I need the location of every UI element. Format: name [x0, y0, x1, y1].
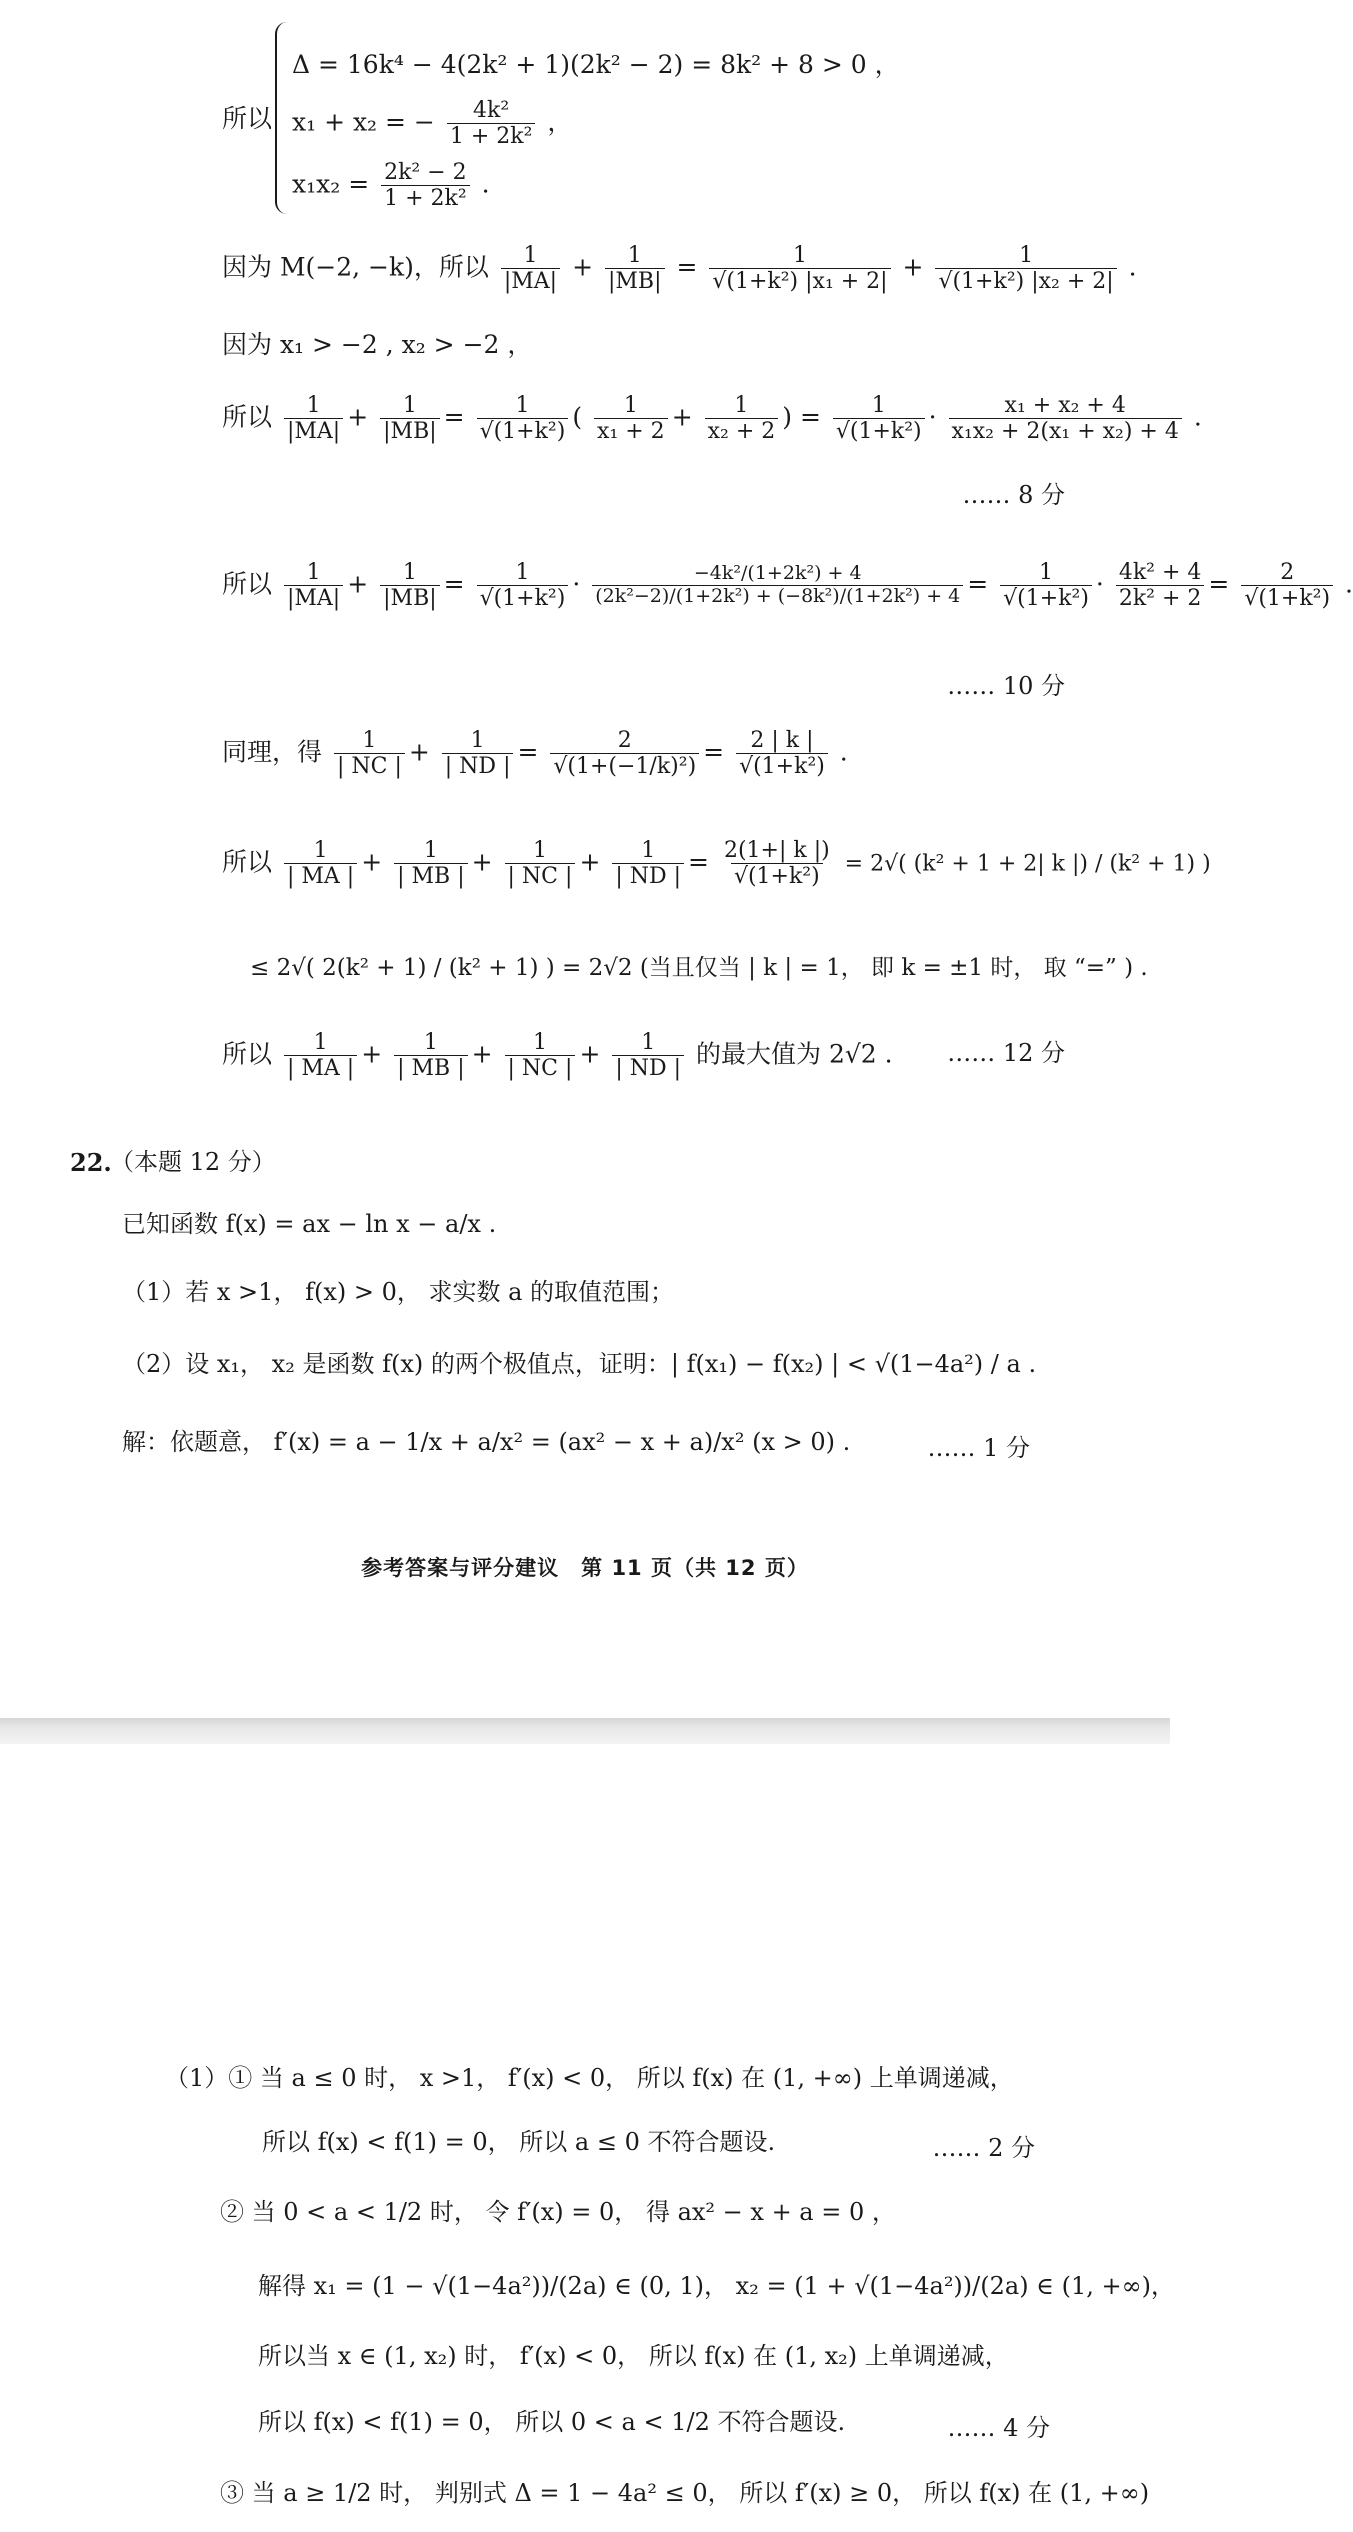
score-1: …… 1 分: [927, 1434, 1030, 1462]
page-footer: 参考答案与评分建议 第 11 页（共 12 页）: [361, 1556, 809, 1580]
line-prefix: 所以: [222, 402, 273, 432]
system-line-3: [292, 160, 490, 212]
line-tail: = 2√( (k² + 1 + 2| k |) / (k² + 1) ): [844, 851, 1211, 877]
frac-ma: [284, 560, 343, 612]
frac-mb: [605, 243, 665, 295]
frac-num: 2: [617, 728, 632, 753]
plus-sign: +: [572, 252, 594, 282]
case-2-roots: 解得 x₁ = (1 − √(1−4a²))/(2a) ∈ (0, 1)， x₂ = (1 + √(1−4a²))/(2a) ∈ (1, +∞)，: [258, 2272, 1175, 2300]
frac-den: 1 + 2k²: [381, 185, 470, 211]
frac-num: 4k² + 4: [1118, 560, 1202, 585]
frac-sqrt: [477, 393, 569, 445]
page-separator: [0, 1718, 1170, 1744]
frac-num: 1: [362, 728, 377, 753]
system-line-2-left: x₁ + x₂ = −: [292, 107, 435, 137]
frac-num: 2: [1280, 560, 1295, 585]
document-page-12: [0, 1744, 1175, 2532]
frac-num: 1: [470, 728, 485, 753]
question-22-points: （本题 12 分）: [110, 1148, 276, 1176]
frac-num: 2(1+| k |): [723, 838, 830, 863]
frac-den: √(1+k²): [833, 418, 925, 444]
frac-nc: [505, 1030, 576, 1082]
frac-compound: [592, 563, 963, 608]
frac-x2: [935, 243, 1116, 295]
frac-den: √(1+k²): [477, 585, 569, 611]
system-line-3-left: x₁x₂ =: [292, 169, 370, 199]
frac-vieta: [949, 393, 1182, 445]
frac-num: 1: [515, 560, 530, 585]
frac-num: 1: [423, 1030, 438, 1055]
line-tail: .: [839, 737, 848, 767]
frac-num: 1: [1019, 243, 1034, 268]
frac-den: | MB |: [394, 1055, 468, 1081]
frac-sqrt: [833, 393, 925, 445]
frac-den: | MB |: [394, 863, 468, 889]
frac-simplified: [1116, 560, 1205, 612]
line-total: 所以 $\frac{1}{| MA |}$ + $\frac{1}{| MB |}$ + $\frac{1}{| NC |}$ + $\frac{1}{| ND |}$ = $\frac{2(1+| k |)}{\text{√(1+k²)}}$ = 2√( (k² + 1 + 2| k |) / (k² + 1) ): [222, 838, 1211, 890]
line-maximum: 所以 $\frac{1}{| MA |}$ + $\frac{1}{| MB |}$ + $\frac{1}{| NC |}$ + $\frac{1}{| ND |}$ 的最大值为 2√2 .: [222, 1030, 893, 1082]
frac-num: 1: [306, 560, 321, 585]
score-12: …… 12 分: [947, 1039, 1065, 1067]
frac-den: 1 + 2k²: [447, 123, 536, 149]
frac-num: 1: [532, 838, 547, 863]
frac-num: 1: [402, 393, 417, 418]
frac-mb: [380, 560, 440, 612]
frac-den: |MA|: [501, 268, 560, 294]
frac-nd: [612, 838, 684, 890]
frac-mb: [394, 838, 468, 890]
frac-den: |MB|: [605, 268, 665, 294]
plus-sign: +: [902, 252, 924, 282]
frac-x1: [594, 393, 668, 445]
frac-den: (2k²−2)/(1+2k²) + (−8k²)/(1+2k²) + 4: [592, 585, 963, 608]
frac-den: √(1+(−1/k)²): [550, 753, 699, 779]
frac-den: |MA|: [284, 418, 343, 444]
frac-x2: [705, 393, 779, 445]
frac-num: 1: [641, 838, 656, 863]
system-brace: [275, 22, 291, 214]
line-similarly: 同理，得 $\frac{1}{| NC |}$ + $\frac{1}{| ND |}$ = $\frac{2}{\text{√(1+(−1/k)²)}}$ = $\frac{2 | k |}{\text{√(1+k²)}}$ .: [222, 728, 848, 780]
line-tail: 的最大值为 2√2 .: [696, 1039, 893, 1069]
score-2: …… 2 分: [932, 2134, 1035, 2162]
frac-x1: [709, 243, 890, 295]
line-tail: .: [1128, 252, 1137, 282]
equals-sign: =: [676, 252, 698, 282]
frac-slope: [550, 728, 699, 780]
frac-num: 2 | k |: [750, 728, 814, 753]
frac-nd: [612, 1030, 684, 1082]
line-inequality: ≤ 2√( 2(k² + 1) / (k² + 1) ) = 2√2 (当且仅当 | k | = 1， 即 k = ±1 时， 取 “=” ) .: [250, 955, 1148, 981]
frac-num: 1: [627, 243, 642, 268]
line-sum-1: 所以 $\frac{1}{|MA|}$ + $\frac{1}{|MB|}$ = $\frac{1}{\text{√(1+k²)}}$ ( $\frac{1}{\text{x₁ + 2}}$ + $\frac{1}{\text{x₂ + 2}}$ ) = $\frac{1}{\text{√(1+k²)}}$ · $\frac{\text{x₁ + x₂ + 4}}{\text{x₁x₂ + 2(x₁ + x₂) + 4}}$ .: [222, 393, 1202, 445]
line-prefix: 所以: [222, 1039, 273, 1069]
line-point-m: [222, 243, 1137, 295]
line-tail: .: [1193, 402, 1202, 432]
frac-ma: [284, 1030, 357, 1082]
frac-den: √(1+k²): [731, 863, 823, 889]
line-prefix: 所以: [222, 569, 273, 599]
frac-num: 4k²: [473, 98, 510, 123]
frac-num: 2k² − 2: [384, 160, 467, 185]
frac-combined: [721, 838, 833, 890]
frac-den: √(1+k²): [1000, 585, 1092, 611]
line-tail: .: [1345, 569, 1353, 599]
frac-den: | MA |: [284, 1055, 357, 1081]
frac-num: 1: [792, 243, 807, 268]
frac-num: 1: [313, 838, 328, 863]
system-line-2: [292, 98, 572, 150]
frac-num: 1: [523, 243, 538, 268]
system-line-3-frac: [381, 160, 470, 212]
frac-den: √(1+k²) |x₁ + 2|: [709, 268, 890, 294]
frac-mb: [380, 393, 440, 445]
frac-den: x₂ + 2: [705, 418, 779, 444]
score-10: …… 10 分: [947, 672, 1065, 700]
question-22-part-2: （2）设 x₁， x₂ 是函数 f(x) 的两个极值点，证明：| f(x₁) − f(x₂) | < √(1−4a²) / a .: [122, 1350, 1037, 1378]
line-m-text: 因为 M(−2, −k)，所以: [222, 252, 489, 282]
system-line-2-tail: ，: [547, 107, 573, 137]
case-1-conclusion: 所以 f(x) < f(1) = 0， 所以 a ≤ 0 不符合题设.: [262, 2128, 776, 2156]
frac-result: [736, 728, 828, 780]
line-prefix: 所以: [222, 847, 273, 877]
line-prefix: 同理，得: [222, 737, 323, 767]
frac-nd: [442, 728, 514, 780]
question-22-given: 已知函数 f(x) = ax − ln x − a/x .: [122, 1210, 497, 1238]
frac-num: 1: [306, 393, 321, 418]
score-8: …… 8 分: [962, 481, 1065, 509]
frac-num: 1: [313, 1030, 328, 1055]
case-2: ② 当 0 < a < 1/2 时， 令 f′(x) = 0， 得 ax² − x + a = 0 ，: [220, 2198, 896, 2226]
case-3: ③ 当 a ≥ 1/2 时， 判别式 Δ = 1 − 4a² ≤ 0， 所以 f′(x) ≥ 0， 所以 f(x) 在 (1, +∞): [220, 2479, 1150, 2507]
frac-ma: [284, 393, 343, 445]
frac-den: √(1+k²): [477, 418, 569, 444]
frac-num: 1: [734, 393, 749, 418]
system-line-3-tail: .: [481, 169, 490, 199]
frac-sqrt: [477, 560, 569, 612]
frac-num: 1: [515, 393, 530, 418]
frac-den: √(1+k²) |x₂ + 2|: [935, 268, 1116, 294]
frac-num: 1: [532, 1030, 547, 1055]
frac-den: | MA |: [284, 863, 357, 889]
system-line-2-frac: [447, 98, 536, 150]
case-2-monotone: 所以当 x ∈ (1, x₂) 时， f′(x) < 0， 所以 f(x) 在 (1, x₂) 上单调递减，: [258, 2342, 1009, 2370]
frac-den: x₁x₂ + 2(x₁ + x₂) + 4: [949, 418, 1182, 444]
frac-result: [1241, 560, 1333, 612]
frac-den: √(1+k²): [736, 753, 828, 779]
frac-den: √(1+k²): [1241, 585, 1333, 611]
frac-den: | NC |: [505, 863, 576, 889]
frac-ma: [501, 243, 560, 295]
question-22-number: 22.: [70, 1148, 112, 1177]
frac-sqrt: [1000, 560, 1092, 612]
frac-den: x₁ + 2: [594, 418, 668, 444]
system-prefix: 所以: [222, 104, 273, 133]
frac-num: 1: [623, 393, 638, 418]
frac-num: 1: [871, 393, 886, 418]
frac-den: | ND |: [442, 753, 514, 779]
frac-nc: [334, 728, 405, 780]
frac-den: |MA|: [284, 585, 343, 611]
line-x-bounds: 因为 x₁ > −2 , x₂ > −2 ，: [222, 330, 533, 359]
question-22-part-1: （1）若 x >1， f(x) > 0， 求实数 a 的取值范围；: [122, 1278, 675, 1306]
frac-den: |MB|: [380, 418, 440, 444]
frac-mb: [394, 1030, 468, 1082]
line-sum-2: 所以 $\frac{1}{|MA|}$ + $\frac{1}{|MB|}$ = $\frac{1}{\text{√(1+k²)}}$ · $\frac{\text{−4k²/(1+2k²) + 4}}{\text{(2k²−2)/(1+2k²) + (−8k²)/(1+2k²) + 4}}$ = $\frac{1}{\text{√(1+k²)}}$ · $\frac{\text{4k² + 4}}{\text{2k² + 2}}$ = $\frac{2}{\text{√(1+k²)}}$ .: [222, 560, 1353, 612]
score-4: …… 4 分: [947, 2414, 1050, 2442]
case-2-conclusion: 所以 f(x) < f(1) = 0， 所以 0 < a < 1/2 不符合题设.: [258, 2408, 846, 2436]
frac-den: | ND |: [612, 863, 684, 889]
frac-den: | ND |: [612, 1055, 684, 1081]
frac-num: 1: [423, 838, 438, 863]
frac-num: 1: [1039, 560, 1054, 585]
frac-ma: [284, 838, 357, 890]
frac-num: 1: [641, 1030, 656, 1055]
frac-nc: [505, 838, 576, 890]
frac-num: x₁ + x₂ + 4: [1004, 393, 1126, 418]
frac-den: | NC |: [334, 753, 405, 779]
frac-den: |MB|: [380, 585, 440, 611]
frac-num: 1: [402, 560, 417, 585]
frac-den: | NC |: [505, 1055, 576, 1081]
frac-num: −4k²/(1+2k²) + 4: [693, 562, 862, 585]
solution-start: 解：依题意， f′(x) = a − 1/x + a/x² = (ax² − x + a)/x² (x > 0) .: [122, 1428, 851, 1456]
system-line-1: Δ = 16k⁴ − 4(2k² + 1)(2k² − 2) = 8k² + 8 > 0 ，: [292, 50, 900, 79]
case-1: （1）① 当 a ≤ 0 时， x >1， f′(x) < 0， 所以 f(x) 在 (1, +∞) 上单调递减，: [165, 2064, 1014, 2092]
frac-den: 2k² + 2: [1116, 585, 1205, 611]
